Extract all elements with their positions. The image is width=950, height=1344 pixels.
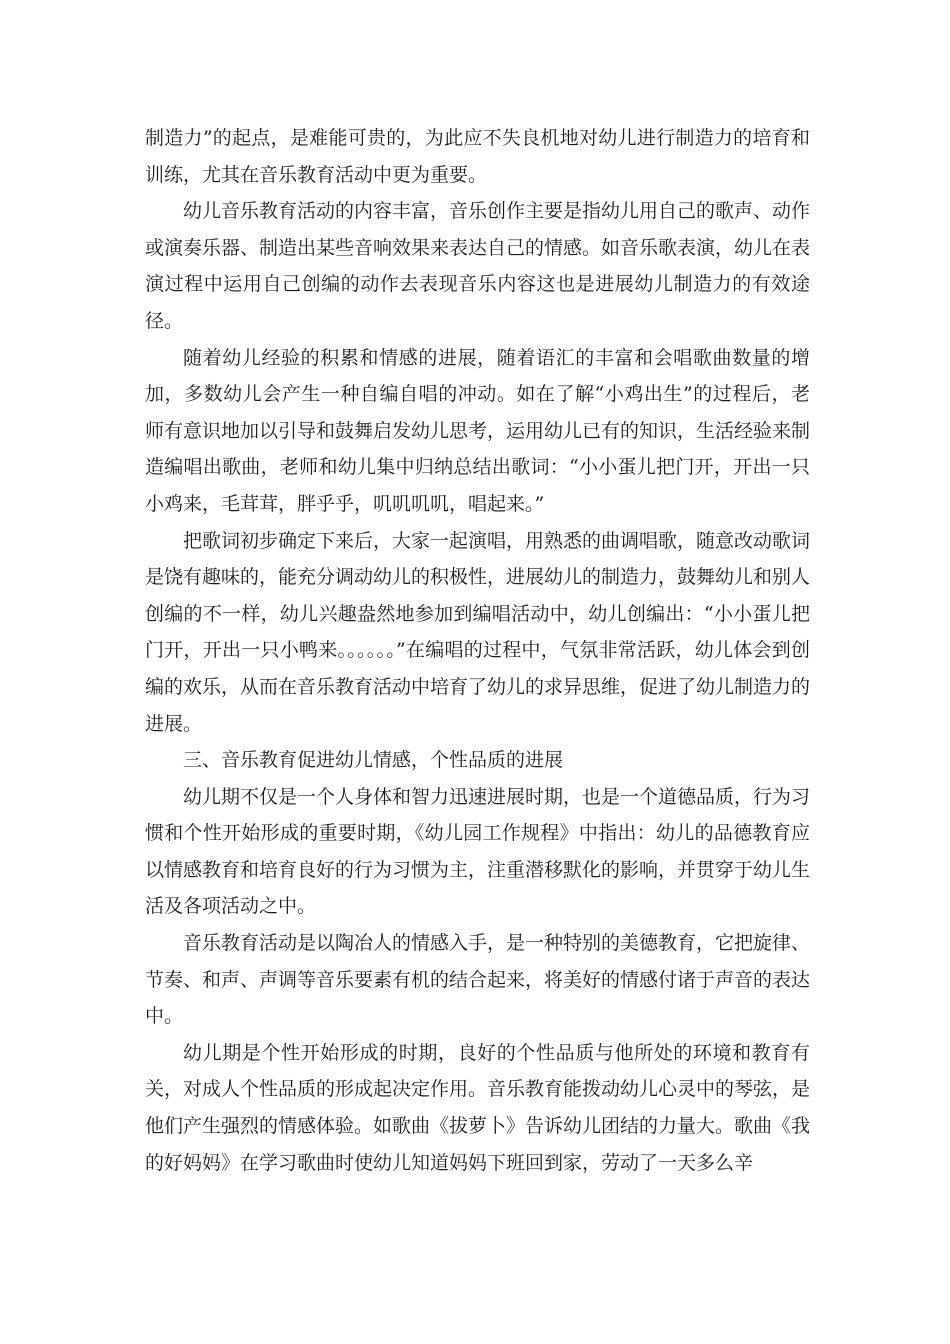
document-body <box>145 120 810 1181</box>
paragraph-moral-development: 幼儿期不仅是一个人身体和智力迅速进展时期，也是一个道德品质，行为习惯和个性开始形成的重要时期，《幼儿园工作规程》中指出：幼儿的品德教育应以情感教育和培育良好的行为习惯为主，注重潜移默化的影响，并贯穿于幼儿生活及各项活动之中。 <box>145 785 811 918</box>
paragraph-continuation: 制造力”的起点，是难能可贵的，为此应不失良机地对幼儿进行制造力的培育和训练，尤其在音乐教育活动中更为重要。 <box>145 127 810 186</box>
paragraph-lyric-editing: 把歌词初步确定下来后，大家一起演唱，用熟悉的曲调唱歌，随意改动歌词是饶有趣味的，能充分调动幼儿的积极性，进展幼儿的制造力，鼓舞幼儿和别人创编的不一样，幼儿兴趣盎然地参加到编唱活动中，幼儿创编出：“小小蛋儿把门开，开出一只小鸭来。。。。。。”在编唱的过程中，气氛非常活跃，幼儿体会到创编的欢乐，从而在音乐教育活动中培育了幼儿的求异思维，促进了幼儿制造力的进展。 <box>145 529 811 735</box>
paragraph-self-composed-singing: 随着幼儿经验的积累和情感的进展，随着语汇的丰富和会唱歌曲数量的增加，多数幼儿会产生一种自编自唱的冲动。如在了解“小鸡出生”的过程后，老师有意识地加以引导和鼓舞启发幼儿思考，运用幼儿已有的知识，生活经验来制造编唱出歌曲，老师和幼儿集中归纳总结出歌词：“小小蛋儿把门开，开出一只小鸡来，毛茸茸，胖乎乎，叽叽叽叽，唱起来。” <box>145 346 811 515</box>
section-heading: 三、音乐教育促进幼儿情感，个性品质的进展 <box>183 749 564 772</box>
paragraph-music-emotion: 音乐教育活动是以陶冶人的情感入手，是一种特别的美德教育，它把旋律、节奏、和声、声调等音乐要素有机的结合起来，将美好的情感付诸于声音的表达中。 <box>145 932 811 1028</box>
paragraph-music-creation: 幼儿音乐教育活动的内容丰富，音乐创作主要是指幼儿用自己的歌声、动作或演奏乐器、制造出某些音响效果来表达自己的情感。如音乐歌表演，幼儿在表演过程中运用自己创编的动作去表现音乐内容这也是进展幼儿制造力的有效途径。 <box>145 200 811 332</box>
paragraph-personality-formation: 幼儿期是个性开始形成的时期，良好的个性品质与他所处的环境和教育有关，对成人个性品质的形成起决定作用。音乐教育能拨动幼儿心灵中的琴弦，是他们产生强烈的情感体验。如歌曲《拔萝卜》告诉幼儿团结的力量大。歌曲《我的好妈妈》在学习歌曲时使幼儿知道妈妈下班回到家，劳动了一天多么辛 <box>145 1041 811 1174</box>
